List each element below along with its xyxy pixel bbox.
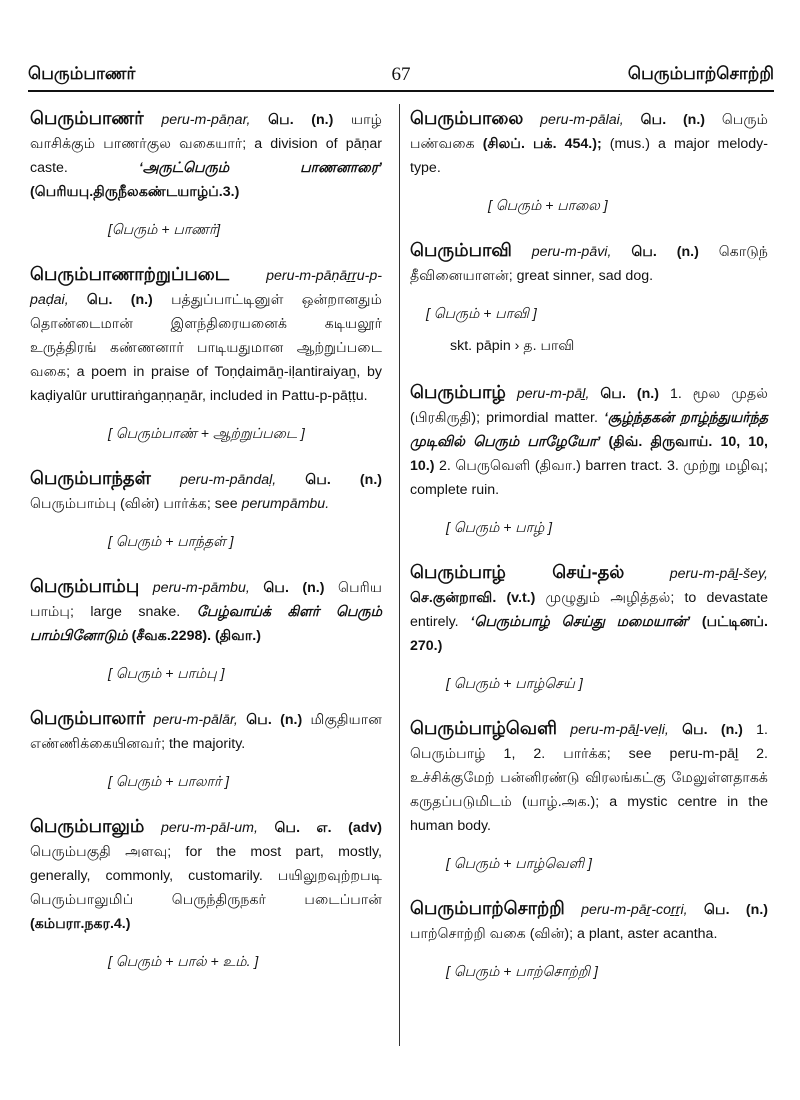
headword: பெரும்பாற்சொற்றி	[410, 898, 565, 918]
dictionary-entry	[410, 238, 768, 358]
transliteration: peru-m-pāṟ-coṟṟi,	[581, 902, 688, 918]
citation: (பெரியபு.திருநீலகண்டயாழ்ப்.3.)	[30, 184, 240, 200]
definition: பத்துப்பாட்டினுள் ஒன்றானதும் தொண்டைமான் இளந்திரையனைக் கடியலூர் உருத்திரங் கண்ணனார் பாடியதுமான ஆற்றுப்படை வகை; a poem in praise of Toṇḍaimāṉ-iḷantiraiyaṉ, by kaḍiyalūr uruttiraṅgaṇṇaṉār, included in Pattu-p-pāṭṭu.	[30, 292, 382, 404]
part-of-speech: பெ. (n.)	[682, 722, 743, 738]
definition: பெரும் பண்வகை	[410, 112, 769, 152]
part-of-speech: பெ. (n.)	[246, 712, 303, 728]
etymology: [ பெரும் + பாந்தள் ]	[108, 533, 234, 549]
headword: பெரும்பாலை	[410, 108, 524, 128]
example-quote: ‘பெரும்பாழ் செய்து மமையான்’	[470, 614, 691, 630]
left-column	[30, 106, 382, 972]
right-column	[410, 106, 768, 982]
page-header	[28, 58, 774, 92]
example-quote: பேழ்வாய்க் கிளர் பெரும் பாம்பினோடும்	[30, 604, 382, 644]
etymology: [ பெரும் + பாம்பு ]	[108, 665, 225, 681]
definition: யாழ் வாசிக்கும் பாணர்குல வகையார்; a division of pāṇar caste.	[30, 112, 383, 176]
definition: பெரும்பாம்பு (வின்) பார்க்க; see	[30, 496, 238, 512]
see-reference: perumpāmbu.	[241, 496, 330, 512]
etymology: [ பெரும் + பாவி ]	[426, 305, 537, 321]
example-quote: ‘அருட்பெரும் பாணனாரை’	[138, 160, 382, 176]
definition: பெரிய பாம்பு; large snake.	[30, 580, 383, 620]
definition: மிகுதியான எண்ணிக்கையினவர்; the majority.	[30, 712, 382, 752]
dictionary-entry	[30, 814, 382, 972]
transliteration: peru-m-pāndaḷ,	[179, 472, 277, 488]
part-of-speech: பெ. (n.)	[268, 112, 334, 128]
citation: (திவ். திருவாய். 10, 10, 10.)	[410, 434, 768, 474]
dictionary-entry	[410, 716, 768, 874]
etymology: [ பெரும் + பாழ்செய் ]	[446, 675, 583, 691]
etymology: [ பெரும் + பாழ்வெளி ]	[446, 855, 592, 871]
transliteration: peru-m-pāṇāṟṟu-p-paḍai,	[30, 268, 382, 308]
headword: பெரும்பாணர்	[30, 108, 144, 128]
dictionary-entry	[30, 106, 382, 240]
part-of-speech: பெ. (n.)	[703, 902, 768, 918]
part-of-speech: பெ. எ. (adv)	[274, 820, 382, 836]
definition: 2. பெருவெளி (திவா.) barren tract. 3. முற்று மழிவு; complete ruin.	[410, 458, 768, 498]
dictionary-entry	[410, 896, 768, 982]
part-of-speech: பெ. (n.)	[640, 112, 706, 128]
part-of-speech: செ.குன்றாவி. (v.t.)	[410, 590, 536, 606]
transliteration: peru-m-pāḻ,	[516, 386, 590, 402]
etymology: [ பெரும்பாண் + ஆற்றுப்படை ]	[108, 425, 305, 441]
dictionary-entry	[30, 706, 382, 792]
definition: கொடுந் தீவினையாளன்; great sinner, sad dog.	[410, 244, 769, 284]
part-of-speech: பெ. (n.)	[86, 292, 153, 308]
transliteration: peru-m-pāḻ-veḷi,	[570, 722, 669, 738]
headword: பெரும்பாழ்	[410, 382, 506, 402]
headword: பெரும்பாவி	[410, 240, 512, 260]
column-divider	[399, 104, 400, 1046]
citation: (பட்டினப். 270.)	[410, 614, 768, 654]
example-quote: ‘சூழ்ந்தகன் றாழ்ந்துயர்ந்த முடிவில் பெரும் பாழேயோ’	[410, 410, 768, 450]
header-rule	[28, 90, 774, 92]
page-number: 67	[391, 64, 411, 85]
dictionary-entry	[30, 466, 382, 552]
dictionary-entry	[410, 560, 768, 694]
etymology: [ பெரும் + பால் + உம். ]	[108, 953, 259, 969]
etymology: [ பெரும் + பாலை ]	[488, 197, 608, 213]
definition: 1. பெரும்பாழ் 1, 2. பார்க்க; see peru-m-pāḻ 2. உச்சிக்குமேற் பன்னிரண்டு விரலங்கட்கு மேலுள்ளதாகக் கருதப்படுமிடம் (யாழ்.அக.); a mystic centre in the human body.	[410, 722, 768, 834]
dictionary-entry	[410, 380, 768, 538]
transliteration: peru-m-pāmbu,	[152, 580, 250, 596]
transliteration: peru-m-pāl-um,	[160, 820, 258, 836]
etymology: [பெரும் + பாணர்]	[108, 221, 221, 237]
etymology: [ பெரும் + பாழ் ]	[446, 519, 553, 535]
citation: (சீவக.2298). (திவா.)	[131, 628, 261, 644]
header-left-guide-word: பெரும்பாணர்	[28, 64, 136, 83]
part-of-speech: பெ. (n.)	[600, 386, 659, 402]
etymology: [ பெரும் + பாற்சொற்றி ]	[446, 963, 598, 979]
headword: பெரும்பாழ்வெளி	[410, 718, 557, 738]
loanword-note: skt. pāpin › த. பாவி	[450, 338, 575, 354]
transliteration: peru-m-pāvi,	[531, 244, 612, 260]
headword: பெரும்பாந்தள்	[30, 468, 151, 488]
transliteration: peru-m-pālai,	[540, 112, 624, 128]
definition: முழுதும் அழித்தல்; to devastate entirely.	[410, 590, 768, 630]
header-right-guide-word: பெரும்பாற்சொற்றி	[627, 64, 774, 83]
dictionary-entry	[410, 106, 768, 216]
definition: பெரும்பகுதி அளவு; for the most part, mostly, generally, commonly, customarily. பயிலுறவுற்றபடி பெரும்பாலுமிப் பெருந்திருநகர் படைப்பான்	[30, 844, 382, 908]
citation: (கம்பரா.நகர.4.)	[30, 916, 131, 932]
part-of-speech: பெ. (n.)	[305, 472, 382, 488]
headword: பெரும்பாலும்	[30, 816, 145, 836]
etymology: [ பெரும் + பாலார் ]	[108, 773, 230, 789]
definition: பாற்சொற்றி வகை (வின்); a plant, aster acantha.	[410, 926, 718, 942]
definition: 1. மூல முதல் (பிரகிருதி); primordial matter.	[410, 386, 768, 426]
headword: பெரும்பாம்பு	[30, 576, 140, 596]
part-of-speech: பெ. (n.)	[631, 244, 699, 260]
citation: (சிலப். பக். 454.);	[482, 136, 602, 152]
headword: பெரும்பாழ் செய்-தல்	[410, 562, 625, 582]
dictionary-entry	[30, 262, 382, 444]
transliteration: peru-m-pāḻ-šey,	[669, 566, 768, 582]
dictionary-entry	[30, 574, 382, 684]
headword: பெரும்பாலார்	[30, 708, 146, 728]
transliteration: peru-m-pāṇar,	[161, 112, 251, 128]
transliteration: peru-m-pālār,	[153, 712, 238, 728]
headword: பெரும்பாணாற்றுப்படை	[30, 264, 230, 284]
definition: (mus.) a major melody-type.	[410, 136, 768, 176]
part-of-speech: பெ. (n.)	[263, 580, 325, 596]
